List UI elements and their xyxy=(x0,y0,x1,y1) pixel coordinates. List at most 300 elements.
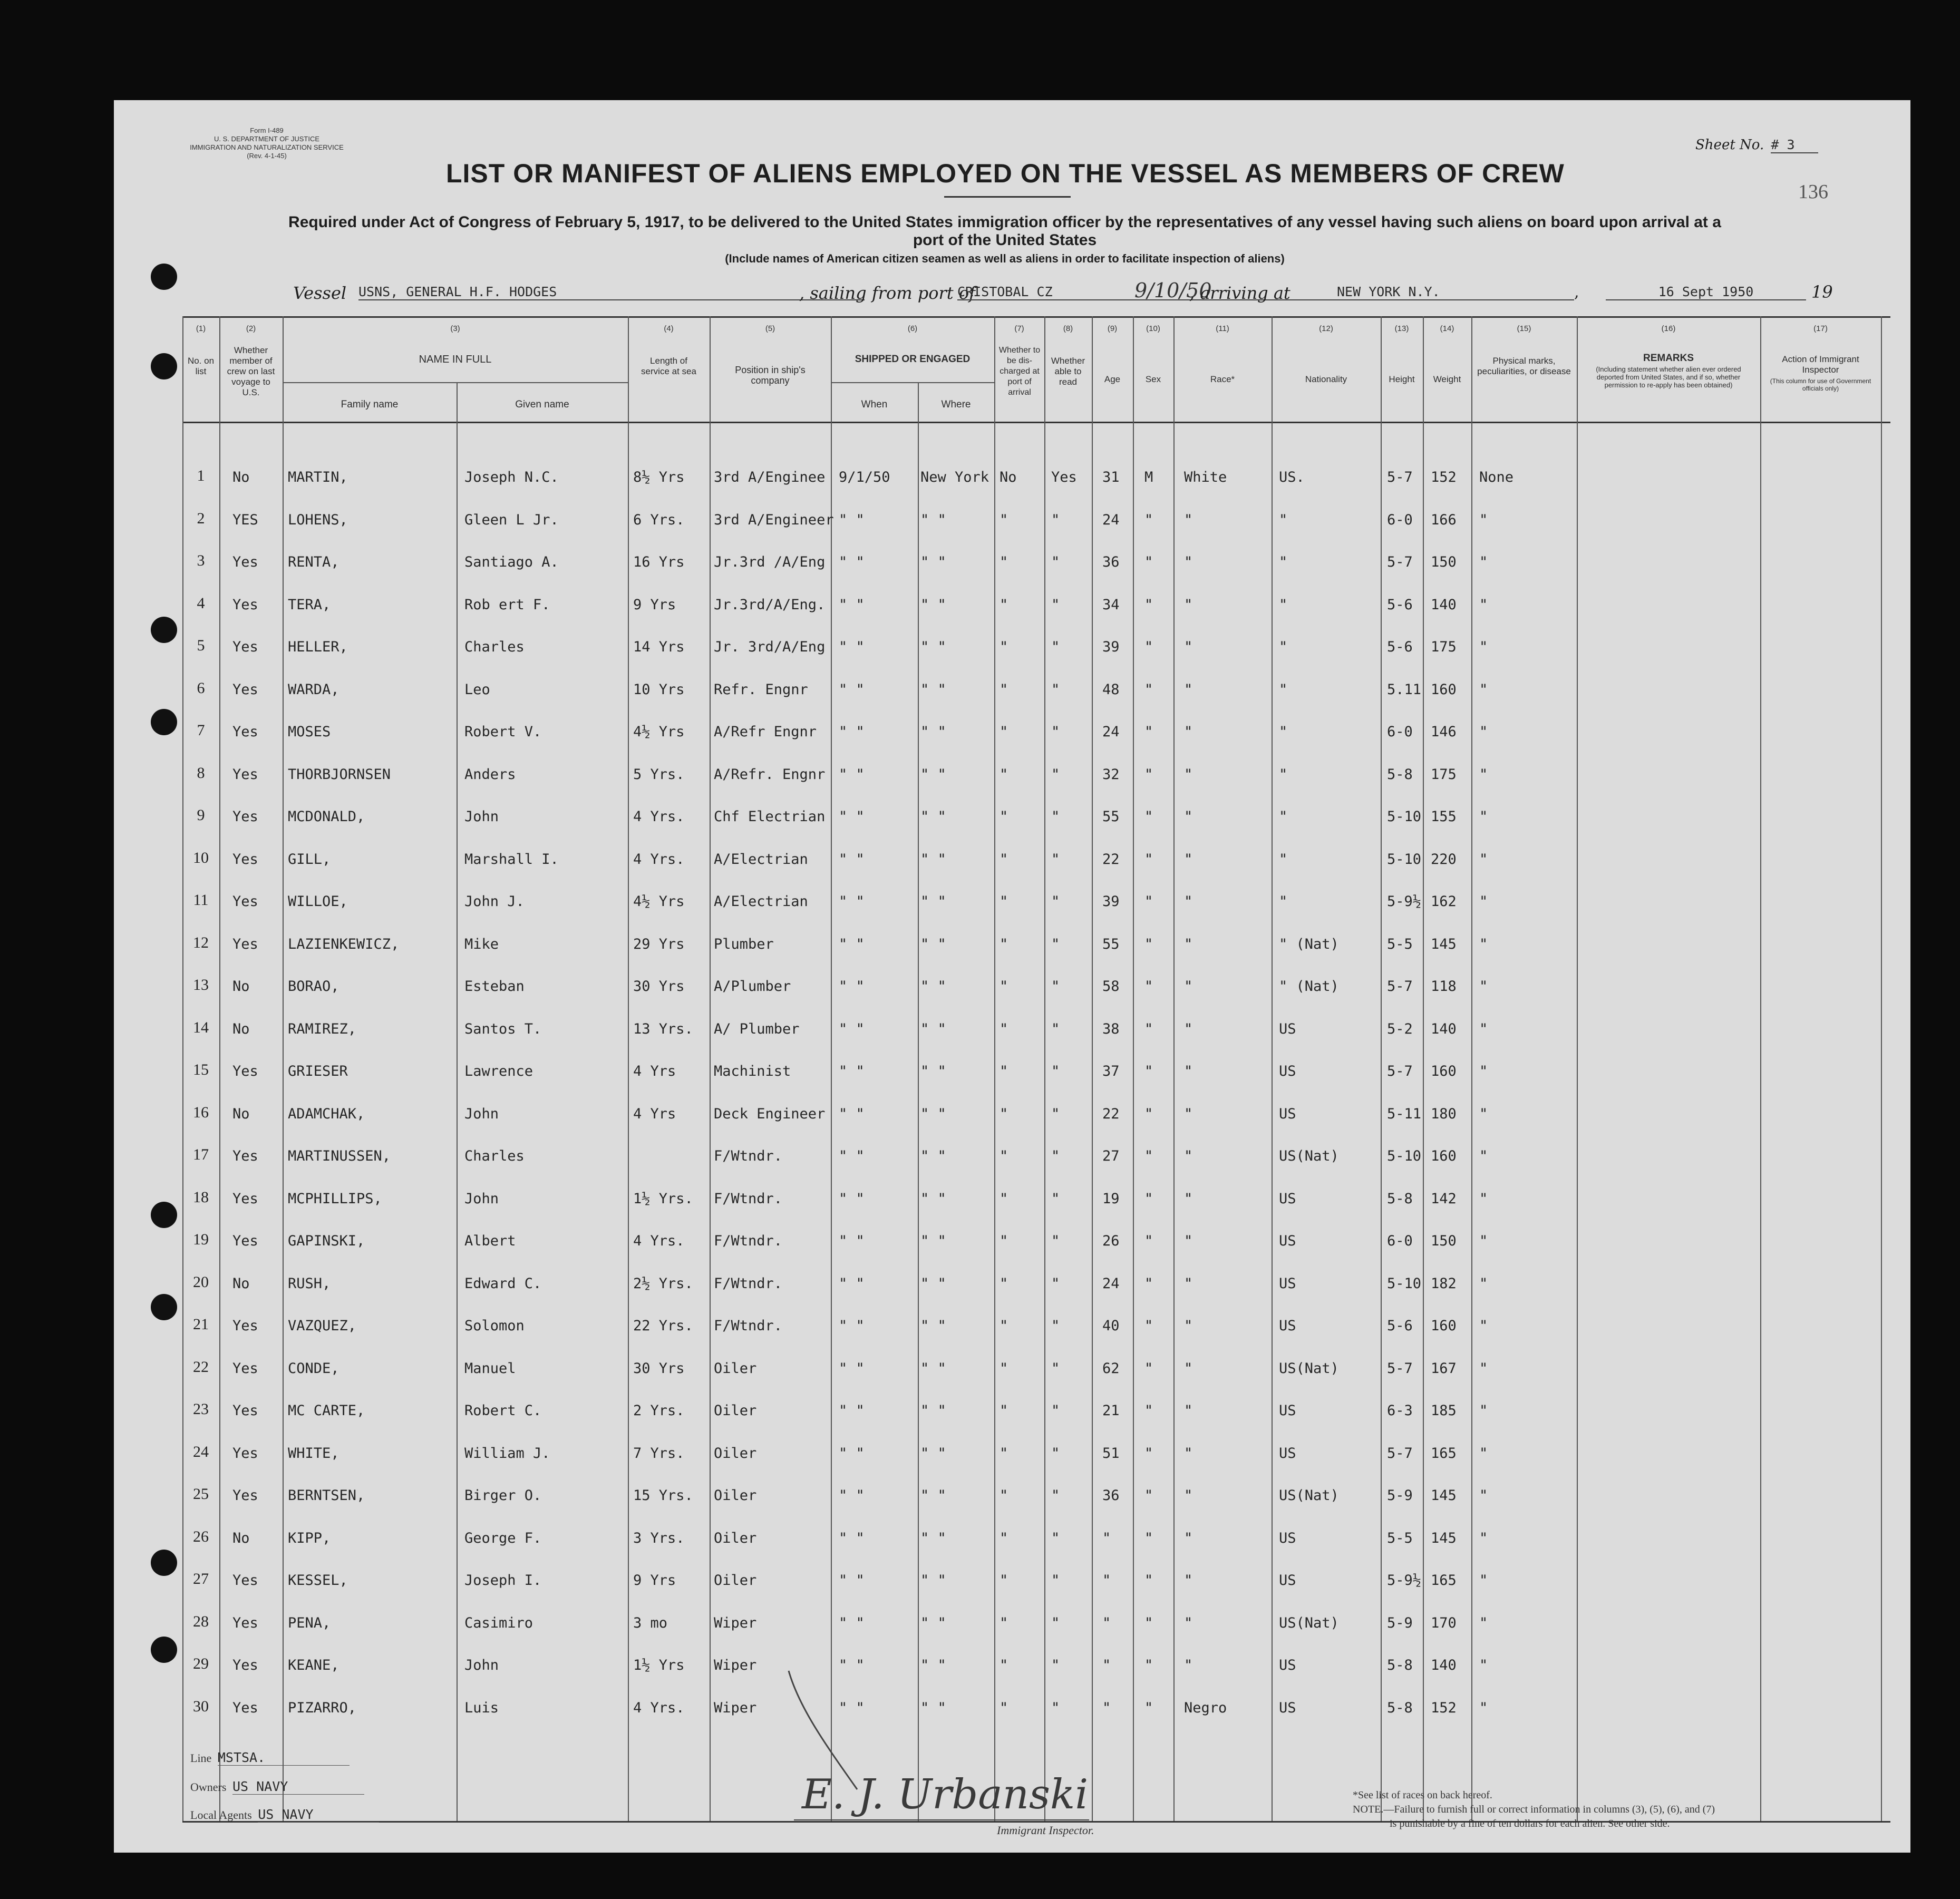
sheet-value: # 3 xyxy=(1771,137,1818,153)
cell-service-length: 4½ Yrs xyxy=(633,724,685,740)
handwritten-date: 9/10/50 xyxy=(1134,279,1212,302)
cell-sex: " xyxy=(1144,1148,1153,1164)
cell-nationality: " xyxy=(1279,893,1288,910)
cell-shipped-when: " " xyxy=(839,554,865,570)
cell-able-to-read: " xyxy=(1051,1699,1060,1716)
cell-weight: 162 xyxy=(1431,893,1457,910)
cell-race: " xyxy=(1184,1233,1193,1249)
cell-given-name: Charles xyxy=(464,639,525,655)
cell-given-name: Lawrence xyxy=(464,1063,533,1079)
cell-given-name: Mike xyxy=(464,936,499,952)
header-previous-voyage: Whether member of crew on last voyage to U.S. xyxy=(227,345,275,397)
cell-race: " xyxy=(1184,596,1193,613)
cell-able-to-read: " xyxy=(1051,724,1060,740)
cell-weight: 155 xyxy=(1431,809,1457,825)
cell-physical-marks: " xyxy=(1479,1190,1488,1207)
cell-service-length: 4 Yrs xyxy=(633,1063,676,1079)
cell-shipped-where: " " xyxy=(920,1275,946,1292)
cell-weight: 180 xyxy=(1431,1105,1457,1122)
owners-value: US NAVY xyxy=(232,1779,364,1795)
cell-race: " xyxy=(1184,1020,1193,1037)
header-sex: Sex xyxy=(1145,374,1161,384)
cell-discharge: " xyxy=(1000,766,1008,783)
cell-shipped-when: " " xyxy=(839,1233,865,1249)
cell-shipped-where: " " xyxy=(920,1657,946,1673)
cell-position: Oiler xyxy=(714,1487,757,1504)
cell-discharge: " xyxy=(1000,1063,1008,1079)
cell-physical-marks: " xyxy=(1479,978,1488,995)
cell-race: " xyxy=(1184,1614,1193,1631)
punch-hole xyxy=(151,617,177,643)
cell-given-name: Joseph I. xyxy=(464,1572,542,1589)
cell-able-to-read: " xyxy=(1051,809,1060,825)
cell-shipped-where: " " xyxy=(920,809,946,825)
owners-label: Owners xyxy=(190,1780,227,1794)
cell-age: 22 xyxy=(1102,1105,1120,1122)
cell-nationality: " (Nat) xyxy=(1279,978,1339,995)
row-number: 10 xyxy=(193,849,209,866)
cell-race: " xyxy=(1184,1360,1193,1377)
cell-prev-voyage: YES xyxy=(232,511,258,528)
cell-race: " xyxy=(1184,1318,1193,1334)
cell-weight: 118 xyxy=(1431,978,1457,995)
cell-physical-marks: " xyxy=(1479,1403,1488,1419)
cell-prev-voyage: Yes xyxy=(232,1572,258,1589)
cell-position: Oiler xyxy=(714,1360,757,1377)
cell-position: Jr.3rd/A/Eng. xyxy=(714,596,826,613)
cell-sex: " xyxy=(1144,554,1153,570)
cell-age: 37 xyxy=(1102,1063,1120,1079)
cell-height: 5-10 xyxy=(1387,1148,1422,1164)
cell-height: 5-2 xyxy=(1387,1020,1413,1037)
cell-sex: " xyxy=(1144,1530,1153,1546)
cell-able-to-read: " xyxy=(1051,1318,1060,1334)
cell-family-name: THORBJORNSEN xyxy=(288,766,391,783)
cell-nationality: US xyxy=(1279,1275,1296,1292)
form-number: Form I-489 xyxy=(250,126,284,134)
cell-race: " xyxy=(1184,1148,1193,1164)
cell-prev-voyage: Yes xyxy=(232,1360,258,1377)
cell-height: 5-8 xyxy=(1387,1657,1413,1673)
cell-nationality: US xyxy=(1279,1020,1296,1037)
cell-weight: 145 xyxy=(1431,936,1457,952)
header-where: Where xyxy=(941,399,971,410)
cell-age: 19 xyxy=(1102,1190,1120,1207)
cell-prev-voyage: Yes xyxy=(232,1148,258,1164)
cell-discharge: " xyxy=(1000,1318,1008,1334)
cell-given-name: George F. xyxy=(464,1530,542,1546)
cell-weight: 145 xyxy=(1431,1530,1457,1546)
cell-given-name: John xyxy=(464,1190,499,1207)
cell-sex: " xyxy=(1144,1445,1153,1462)
line-label: Line xyxy=(190,1751,212,1765)
cell-weight: 185 xyxy=(1431,1403,1457,1419)
cell-physical-marks: " xyxy=(1479,809,1488,825)
cell-age: 27 xyxy=(1102,1148,1120,1164)
cell-physical-marks: " xyxy=(1479,511,1488,528)
cell-able-to-read: " xyxy=(1051,1403,1060,1419)
cell-prev-voyage: Yes xyxy=(232,639,258,655)
cell-physical-marks: " xyxy=(1479,1530,1488,1546)
cell-physical-marks: " xyxy=(1479,1487,1488,1504)
cell-age: 32 xyxy=(1102,766,1120,783)
cell-family-name: KEANE, xyxy=(288,1657,339,1673)
cell-prev-voyage: Yes xyxy=(232,893,258,910)
cell-age: 21 xyxy=(1102,1403,1120,1419)
signature-stroke xyxy=(778,1666,884,1803)
header-discharged: Whether to be dis-charged at port of arrival xyxy=(998,346,1041,397)
cell-sex: " xyxy=(1144,766,1153,783)
row-number: 27 xyxy=(193,1570,209,1588)
cell-physical-marks: " xyxy=(1479,893,1488,910)
cell-discharge: " xyxy=(1000,511,1008,528)
cell-physical-marks: " xyxy=(1479,639,1488,655)
cell-height: 5-7 xyxy=(1387,1445,1413,1462)
cell-weight: 140 xyxy=(1431,1020,1457,1037)
cell-sex: " xyxy=(1144,1233,1153,1249)
cell-shipped-when: " " xyxy=(839,1657,865,1673)
row-number: 22 xyxy=(193,1358,209,1376)
cell-height: 5-10 xyxy=(1387,809,1422,825)
cell-service-length: 2½ Yrs. xyxy=(633,1275,693,1292)
cell-family-name: BORAO, xyxy=(288,978,339,995)
cell-given-name: William J. xyxy=(464,1445,550,1462)
cell-race: " xyxy=(1184,851,1193,868)
cell-race: " xyxy=(1184,511,1193,528)
cell-age: 55 xyxy=(1102,936,1120,952)
cell-shipped-where: " " xyxy=(920,1190,946,1207)
row-number: 17 xyxy=(193,1146,209,1163)
cell-shipped-when: " " xyxy=(839,1614,865,1631)
cell-given-name: Luis xyxy=(464,1699,499,1716)
cell-position: Deck Engineer xyxy=(714,1105,826,1122)
cell-shipped-when: " " xyxy=(839,639,865,655)
cell-shipped-when: " " xyxy=(839,1530,865,1546)
cell-age: 24 xyxy=(1102,1275,1120,1292)
cell-height: 5-5 xyxy=(1387,1530,1413,1546)
cell-shipped-when: " " xyxy=(839,681,865,698)
cell-nationality: US(Nat) xyxy=(1279,1614,1339,1631)
cell-given-name: John J. xyxy=(464,893,525,910)
cell-discharge: " xyxy=(1000,1614,1008,1631)
cell-position: Wiper xyxy=(714,1699,757,1716)
cell-discharge: " xyxy=(1000,1233,1008,1249)
cell-weight: 165 xyxy=(1431,1572,1457,1589)
row-number: 8 xyxy=(197,764,205,782)
cell-race: " xyxy=(1184,809,1193,825)
cell-weight: 145 xyxy=(1431,1487,1457,1504)
cell-age: 40 xyxy=(1102,1318,1120,1334)
cell-able-to-read: " xyxy=(1051,1487,1060,1504)
header-physical-marks: Physical marks, peculiarities, or disease xyxy=(1477,356,1571,376)
cell-shipped-when: " " xyxy=(839,1445,865,1462)
cell-physical-marks: " xyxy=(1479,766,1488,783)
cell-family-name: GILL, xyxy=(288,851,331,868)
cell-family-name: MCPHILLIPS, xyxy=(288,1190,382,1207)
cell-shipped-where: " " xyxy=(920,936,946,952)
cell-physical-marks: " xyxy=(1479,681,1488,698)
cell-height: 5-7 xyxy=(1387,978,1413,995)
cell-sex: M xyxy=(1144,469,1153,485)
cell-given-name: Solomon xyxy=(464,1318,525,1334)
subtitle-line-1: Required under Act of Congress of February 5, 1917, to be delivered to the United States immigration officer by the representatives of any vessel having such aliens on board upon arrival at a xyxy=(288,213,1721,231)
cell-physical-marks: " xyxy=(1479,1233,1488,1249)
cell-family-name: WARDA, xyxy=(288,681,339,698)
cell-age: 39 xyxy=(1102,639,1120,655)
cell-service-length: 4 Yrs. xyxy=(633,851,685,868)
cell-shipped-where: " " xyxy=(920,893,946,910)
cell-sex: " xyxy=(1144,851,1153,868)
cell-shipped-when: 9/1/50 xyxy=(839,469,890,485)
cell-age: 58 xyxy=(1102,978,1120,995)
cell-height: 5-9½ xyxy=(1387,1572,1422,1589)
revision: (Rev. 4-1-45) xyxy=(247,152,287,160)
cell-position: A/Refr Engnr xyxy=(714,724,817,740)
cell-shipped-when: " " xyxy=(839,1699,865,1716)
cell-height: 5-9½ xyxy=(1387,893,1422,910)
cell-prev-voyage: Yes xyxy=(232,1445,258,1462)
cell-given-name: Casimiro xyxy=(464,1614,533,1631)
cell-height: 5-8 xyxy=(1387,1190,1413,1207)
sheet-label: Sheet No. xyxy=(1695,137,1764,153)
vessel-label: Vessel xyxy=(293,283,347,303)
cell-discharge: " xyxy=(1000,893,1008,910)
year-suffix: 19 xyxy=(1811,282,1833,302)
footer-agents xyxy=(190,1807,379,1823)
cell-physical-marks: " xyxy=(1479,1614,1488,1631)
header-race: Race* xyxy=(1210,374,1235,384)
cell-shipped-where: New York xyxy=(920,469,989,485)
cell-shipped-where: " " xyxy=(920,1105,946,1122)
cell-prev-voyage: Yes xyxy=(232,724,258,740)
header-inspector-note: (This column for use of Government officials only) xyxy=(1770,377,1871,392)
cell-shipped-where: " " xyxy=(920,851,946,868)
cell-service-length: 10 Yrs xyxy=(633,681,685,698)
cell-age: " xyxy=(1102,1699,1111,1716)
manifest-sheet xyxy=(114,100,1910,1853)
cell-position: A/Refr. Engnr xyxy=(714,766,826,783)
cell-prev-voyage: Yes xyxy=(232,1318,258,1334)
cell-service-length: 3 mo xyxy=(633,1614,668,1631)
header-remarks: REMARKS xyxy=(1643,353,1694,364)
cell-position: 3rd A/Enginee xyxy=(714,469,826,485)
cell-physical-marks: " xyxy=(1479,936,1488,952)
cell-service-length: 4 Yrs. xyxy=(633,1233,685,1249)
cell-shipped-when: " " xyxy=(839,1020,865,1037)
cell-able-to-read: " xyxy=(1051,1190,1060,1207)
cell-shipped-when: " " xyxy=(839,1572,865,1589)
cell-given-name: Robert C. xyxy=(464,1403,542,1419)
cell-able-to-read: " xyxy=(1051,893,1060,910)
cell-able-to-read: " xyxy=(1051,1020,1060,1037)
cell-prev-voyage: Yes xyxy=(232,1657,258,1673)
cell-physical-marks: " xyxy=(1479,1657,1488,1673)
cell-service-length: 29 Yrs xyxy=(633,936,685,952)
cell-nationality: " xyxy=(1279,639,1288,655)
cell-height: 5-7 xyxy=(1387,554,1413,570)
row-number: 12 xyxy=(193,933,209,951)
cell-position: Refr. Engnr xyxy=(714,681,808,698)
cell-able-to-read: Yes xyxy=(1051,469,1077,485)
cell-discharge: No xyxy=(1000,469,1017,485)
cell-race: " xyxy=(1184,724,1193,740)
cell-sex: " xyxy=(1144,1020,1153,1037)
cell-position: Oiler xyxy=(714,1445,757,1462)
cell-able-to-read: " xyxy=(1051,1233,1060,1249)
cell-position: F/Wtndr. xyxy=(714,1233,783,1249)
cell-shipped-where: " " xyxy=(920,1233,946,1249)
cell-shipped-where: " " xyxy=(920,1530,946,1546)
cell-discharge: " xyxy=(1000,1445,1008,1462)
header-remarks-note: (Including statement whether alien ever ordered deported from United States, and if so, whether permission to re-apply has been obtained) xyxy=(1596,365,1741,389)
cell-shipped-where: " " xyxy=(920,1487,946,1504)
cell-discharge: " xyxy=(1000,596,1008,613)
header-able-to-read: Whether able to read xyxy=(1051,356,1085,387)
cell-prev-voyage: Yes xyxy=(232,1233,258,1249)
cell-position: F/Wtndr. xyxy=(714,1318,783,1334)
cell-service-length: 4½ Yrs xyxy=(633,893,685,910)
cell-sex: " xyxy=(1144,1275,1153,1292)
cell-height: 5-6 xyxy=(1387,639,1413,655)
cell-age: 55 xyxy=(1102,809,1120,825)
cell-discharge: " xyxy=(1000,1105,1008,1122)
cell-service-length: 1½ Yrs xyxy=(633,1657,685,1673)
cell-service-length: 4 Yrs. xyxy=(633,1699,685,1716)
cell-physical-marks: " xyxy=(1479,596,1488,613)
cell-able-to-read: " xyxy=(1051,1063,1060,1079)
cell-sex: " xyxy=(1144,1105,1153,1122)
header-inspector-action: Action of Immigrant Inspector xyxy=(1782,354,1859,375)
row-number: 2 xyxy=(197,509,205,527)
cell-able-to-read: " xyxy=(1051,639,1060,655)
cell-able-to-read: " xyxy=(1051,1105,1060,1122)
row-number: 13 xyxy=(193,976,209,994)
row-number: 5 xyxy=(197,637,205,654)
cell-service-length: 13 Yrs. xyxy=(633,1020,693,1037)
cell-family-name: PIZARRO, xyxy=(288,1699,357,1716)
cell-position: Jr. 3rd/A/Eng xyxy=(714,639,826,655)
cell-weight: 140 xyxy=(1431,1657,1457,1673)
cell-nationality: US xyxy=(1279,1105,1296,1122)
inspector-signature: E. J. Urbanski xyxy=(802,1771,1089,1818)
cell-service-length: 6 Yrs. xyxy=(633,511,685,528)
cell-weight: 152 xyxy=(1431,469,1457,485)
arriving-label: , arriving at xyxy=(1189,283,1291,303)
cell-shipped-when: " " xyxy=(839,596,865,613)
cell-race: " xyxy=(1184,978,1193,995)
cell-prev-voyage: Yes xyxy=(232,936,258,952)
inspector-label: Immigrant Inspector. xyxy=(997,1824,1094,1837)
cell-shipped-when: " " xyxy=(839,724,865,740)
footer-line xyxy=(190,1750,350,1766)
cell-weight: 167 xyxy=(1431,1360,1457,1377)
row-number: 18 xyxy=(193,1188,209,1206)
cell-service-length: 9 Yrs xyxy=(633,1572,676,1589)
cell-physical-marks: " xyxy=(1479,1020,1488,1037)
cell-family-name: GAPINSKI, xyxy=(288,1233,365,1249)
cell-discharge: " xyxy=(1000,936,1008,952)
cell-given-name: Charles xyxy=(464,1148,525,1164)
cell-height: 5-10 xyxy=(1387,851,1422,868)
header-no-on-list: No. on list xyxy=(187,356,215,376)
cell-sex: " xyxy=(1144,1360,1153,1377)
cell-physical-marks: " xyxy=(1479,1699,1488,1716)
punch-hole xyxy=(151,709,177,735)
cell-discharge: " xyxy=(1000,1275,1008,1292)
cell-discharge: " xyxy=(1000,1572,1008,1589)
cell-weight: 160 xyxy=(1431,1318,1457,1334)
cell-sex: " xyxy=(1144,724,1153,740)
cell-prev-voyage: No xyxy=(232,469,250,485)
cell-position: A/ Plumber xyxy=(714,1020,800,1037)
cell-sex: " xyxy=(1144,681,1153,698)
cell-position: A/Electrian xyxy=(714,851,808,868)
cell-service-length: 9 Yrs xyxy=(633,596,676,613)
cell-able-to-read: " xyxy=(1051,1445,1060,1462)
cell-given-name: John xyxy=(464,809,499,825)
cell-shipped-where: " " xyxy=(920,511,946,528)
cell-nationality: US(Nat) xyxy=(1279,1487,1339,1504)
cell-position: Wiper xyxy=(714,1614,757,1631)
cell-given-name: Joseph N.C. xyxy=(464,469,559,485)
cell-given-name: Birger O. xyxy=(464,1487,542,1504)
department: U. S. DEPARTMENT OF JUSTICE xyxy=(214,135,320,143)
punch-hole xyxy=(151,1294,177,1320)
cell-shipped-where: " " xyxy=(920,1699,946,1716)
cell-discharge: " xyxy=(1000,1020,1008,1037)
cell-given-name: John xyxy=(464,1105,499,1122)
cell-position: Oiler xyxy=(714,1403,757,1419)
cell-race: " xyxy=(1184,1403,1193,1419)
row-number: 11 xyxy=(193,891,209,909)
cell-sex: " xyxy=(1144,1699,1153,1716)
cell-shipped-where: " " xyxy=(920,1614,946,1631)
cell-shipped-when: " " xyxy=(839,1318,865,1334)
vessel-name: USNS, GENERAL H.F. HODGES xyxy=(358,284,865,300)
subtitle-note: (Include names of American citizen seamen as well as aliens in order to facilitate inspection of aliens) xyxy=(725,252,1285,265)
line-value: MSTSA. xyxy=(218,1750,350,1766)
cell-family-name: RAMIREZ, xyxy=(288,1020,357,1037)
cell-service-length: 3 Yrs. xyxy=(633,1530,685,1546)
cell-weight: 220 xyxy=(1431,851,1457,868)
cell-sex: " xyxy=(1144,1572,1153,1589)
races-note: *See list of races on back hereof. xyxy=(1353,1789,1492,1801)
cell-prev-voyage: Yes xyxy=(232,1699,258,1716)
header-given-name: Given name xyxy=(515,399,569,410)
cell-sex: " xyxy=(1144,1318,1153,1334)
cell-family-name: PENA, xyxy=(288,1614,331,1631)
row-number: 20 xyxy=(193,1273,209,1291)
cell-given-name: Albert xyxy=(464,1233,516,1249)
cell-service-length: 1½ Yrs. xyxy=(633,1190,693,1207)
cell-age: " xyxy=(1102,1657,1111,1673)
cell-shipped-when: " " xyxy=(839,1360,865,1377)
cell-nationality: US xyxy=(1279,1063,1296,1079)
cell-discharge: " xyxy=(1000,681,1008,698)
cell-family-name: HELLER, xyxy=(288,639,348,655)
cell-given-name: Marshall I. xyxy=(464,851,559,868)
cell-nationality: " xyxy=(1279,554,1288,570)
cell-nationality: US xyxy=(1279,1318,1296,1334)
cell-family-name: BERNTSEN, xyxy=(288,1487,365,1504)
row-number: 19 xyxy=(193,1231,209,1248)
cell-nationality: " xyxy=(1279,809,1288,825)
cell-shipped-when: " " xyxy=(839,1148,865,1164)
cell-sex: " xyxy=(1144,1614,1153,1631)
cell-shipped-when: " " xyxy=(839,893,865,910)
row-number: 16 xyxy=(193,1103,209,1121)
cell-able-to-read: " xyxy=(1051,511,1060,528)
